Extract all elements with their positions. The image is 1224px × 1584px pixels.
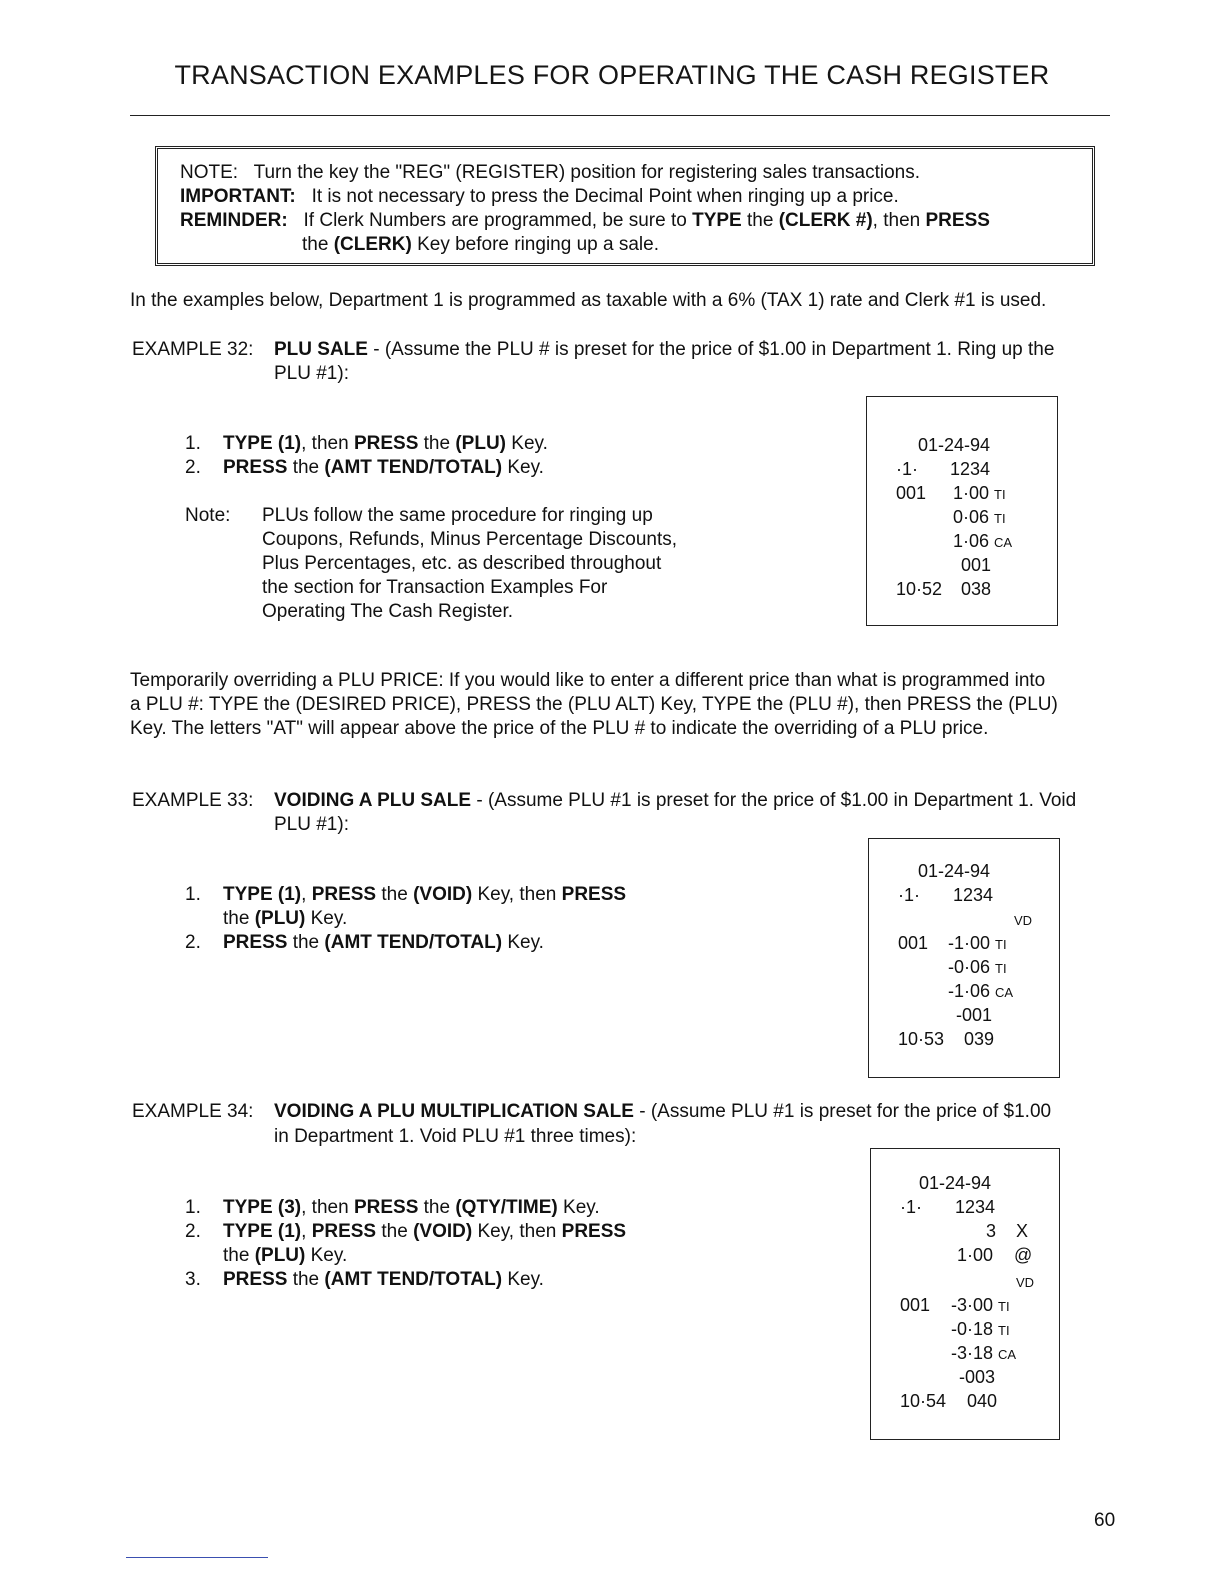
step-part: TYPE (1) [223,433,302,454]
step-part: PRESS [561,1221,627,1242]
step-part: PRESS [223,457,288,478]
step-item [185,907,626,931]
receipt-tax [951,1317,1010,1343]
example-32-label: EXAMPLE 32: [132,339,254,360]
step-number: 2. [185,457,201,478]
intro-paragraph: In the examples below, Department 1 is programmed as taxable with a 6% (TAX 1) rate and Clerk #1 is used. [130,290,1047,311]
note-body [262,504,677,624]
tax-value: 0·06 [953,507,990,527]
receipt-date: 01-24-94 [919,1173,992,1193]
step-part: Key. [502,1269,544,1290]
step-number [185,1244,223,1268]
note-line: Plus Percentages, etc. as described throughout [262,553,662,574]
receipt-amount [953,481,1006,507]
note-line: Coupons, Refunds, Minus Percentage Discounts, [262,529,678,550]
step-part: (VOID) [413,884,473,905]
step-number: 2. [185,932,201,953]
receipt-clerk: ·1· [896,459,918,479]
reminder-text: the [741,210,779,231]
step-part: Key. [557,1197,600,1218]
step-part: the [418,433,456,454]
override-line-1: Temporarily overriding a PLU PRICE: If you would like to enter a different price than what is programmed into [130,670,1046,691]
receipt-code: 1234 [953,885,994,905]
step-part: Key. [502,457,544,478]
total-value: -3·18 [951,1343,994,1363]
receipt-seq: 040 [967,1391,998,1411]
page-number: 60 [1094,1510,1116,1531]
reminder-text: the [302,234,334,255]
example-33-label: EXAMPLE 33: [132,790,254,811]
receipt-seq: 038 [961,579,992,599]
example-32-steps [185,432,548,480]
important-text: It is not necessary to press the Decimal Point when ringing up a price. [311,186,899,207]
receipt-time: 10·53 [898,1029,945,1049]
note-row [180,161,1092,185]
step-part: , [301,884,312,905]
example-32-desc: - (Assume the PLU # is preset for the price of $1.00 in Department 1. Ring up the [367,339,1055,360]
step-part: the [287,932,325,953]
example-32-heading [274,338,1054,362]
note-label: Note: [185,505,231,526]
reminder-text: If Clerk Numbers are programmed, be sure to [303,210,693,231]
receipt-tax [948,955,1007,981]
footer-rule [126,1557,268,1558]
step-item [185,1220,626,1244]
receipt-total [953,529,1012,555]
note-text: Turn the key the "REG" (REGISTER) position for registering sales transactions. [253,162,920,183]
step-part: (AMT TEND/TOTAL) [324,457,503,478]
total-tag: CA [998,1347,1017,1362]
example-34-title: VOIDING A PLU MULTIPLICATION SALE [274,1101,634,1122]
example-32-note [185,504,677,624]
step-part: (AMT TEND/TOTAL) [324,1269,503,1290]
receipt-unit-price: 1·00 [957,1245,994,1265]
step-item [185,1244,626,1268]
amount-tag: TI [998,1299,1010,1314]
step-part: Key, then [472,1221,562,1242]
step-number: 2. [185,1221,201,1242]
step-part: Key. [502,932,544,953]
receipt-example-32 [866,396,1058,626]
step-part: PRESS [223,932,288,953]
step-part: (QTY/TIME) [455,1197,558,1218]
step-item [185,883,626,907]
title-rule [130,115,1110,116]
receipt-clerk: ·1· [900,1197,922,1217]
receipt-example-33 [868,838,1060,1078]
step-part: , [301,1221,312,1242]
step-part: the [287,457,325,478]
example-33-steps [185,883,626,955]
example-34-steps [185,1196,626,1292]
tax-tag: TI [998,1323,1010,1338]
total-value: 1·06 [953,531,990,551]
note-label: NOTE: [180,162,239,183]
step-part: the [376,884,414,905]
receipt-amount [951,1293,1010,1319]
step-part: Key. [506,433,548,454]
step-part: the [418,1197,456,1218]
step-part: the [223,908,255,929]
reminder-label: REMINDER: [180,210,288,231]
page-title: TRANSACTION EXAMPLES FOR OPERATING THE CASH REGISTER [174,60,1050,90]
step-part: (AMT TEND/TOTAL) [324,932,503,953]
reminder-text: Key before ringing up a sale. [411,234,659,255]
step-part: (PLU) [254,908,306,929]
example-34-desc-2: in Department 1. Void PLU #1 three times): [274,1126,637,1147]
receipt-time: 10·54 [900,1391,947,1411]
amount-tag: TI [995,937,1007,952]
receipt-example-34 [870,1148,1060,1440]
receipt-total [948,979,1013,1005]
step-part: PRESS [353,433,419,454]
receipt-count: -003 [959,1367,996,1387]
receipt-qty: 3 [986,1221,997,1241]
reminder-row-2 [180,233,1092,257]
step-item [185,931,626,955]
tax-tag: TI [994,511,1006,526]
step-item [185,1268,626,1292]
step-number: 3. [185,1269,201,1290]
reminder-text: , then [872,210,926,231]
step-number: 1. [185,884,201,905]
step-part: the [376,1221,414,1242]
step-part: Key. [305,1245,348,1266]
step-part: PRESS [353,1197,419,1218]
step-part: PRESS [311,884,377,905]
total-tag: CA [994,535,1013,550]
step-number: 1. [185,433,201,454]
step-part: (PLU) [455,433,507,454]
reminder-press: PRESS [925,210,990,231]
important-row [180,185,1092,209]
note-box [155,146,1095,266]
override-line-3: Key. The letters "AT" will appear above the price of the PLU # to indicate the overriding of a PLU price. [130,718,989,739]
example-33-heading [274,789,1076,813]
receipt-total [951,1341,1016,1367]
receipt-clerk: ·1· [898,885,920,905]
override-line-2: a PLU #: TYPE the (DESIRED PRICE), PRESS the (PLU ALT) Key, TYPE the (PLU #), then PRESS the (PLU) [130,694,1058,715]
reminder-clerk-num: (CLERK #) [778,210,873,231]
step-part: Key. [305,908,348,929]
step-part: TYPE (1) [223,1221,302,1242]
receipt-count: -001 [956,1005,993,1025]
receipt-code: 1234 [950,459,991,479]
step-number [185,907,223,931]
amount-value: 1·00 [953,483,990,503]
step-item [185,456,548,480]
receipt-dept: 001 [900,1295,931,1315]
amount-tag: TI [994,487,1006,502]
example-33-desc-2: PLU #1): [274,814,349,835]
note-line: PLUs follow the same procedure for ringing up [262,505,653,526]
receipt-times-sign: X [1016,1221,1029,1241]
reminder-type: TYPE [692,210,742,231]
reminder-row [180,209,1092,233]
receipt-dept: 001 [898,933,929,953]
step-number: 1. [185,1197,201,1218]
note-line: Operating The Cash Register. [262,601,514,622]
step-part: (VOID) [413,1221,473,1242]
receipt-count: 001 [961,555,992,575]
receipt-date: 01-24-94 [918,435,991,455]
receipt-date: 01-24-94 [918,861,991,881]
step-part: PRESS [311,1221,377,1242]
tax-value: -0·18 [951,1319,994,1339]
reminder-clerk-key: (CLERK) [333,234,412,255]
step-item [185,432,548,456]
step-part: Key, then [472,884,562,905]
example-33-title: VOIDING A PLU SALE [274,790,472,811]
receipt-code: 1234 [955,1197,996,1217]
example-34-label: EXAMPLE 34: [132,1101,254,1122]
example-33-desc: - (Assume PLU #1 is preset for the price of $1.00 in Department 1. Void [471,790,1077,811]
step-part: PRESS [561,884,627,905]
step-part: (PLU) [254,1245,306,1266]
tax-tag: TI [995,961,1007,976]
receipt-time: 10·52 [896,579,943,599]
amount-value: -3·00 [951,1295,994,1315]
step-part: TYPE (3) [223,1197,302,1218]
step-part: TYPE (1) [223,884,302,905]
step-part: , then [301,1197,354,1218]
example-32-desc-2: PLU #1): [274,363,349,384]
total-value: -1·06 [948,981,991,1001]
step-item [185,1196,626,1220]
example-34-heading [274,1100,1051,1124]
note-line: the section for Transaction Examples For [262,577,608,598]
step-part: PRESS [223,1269,288,1290]
step-part: , then [301,433,354,454]
receipt-void-tag: VD [1014,913,1033,928]
step-part: the [287,1269,325,1290]
tax-value: -0·06 [948,957,991,977]
receipt-tax [953,505,1006,531]
receipt-void-tag: VD [1016,1275,1035,1290]
receipt-dept: 001 [896,483,927,503]
example-34-desc: - (Assume PLU #1 is preset for the price of $1.00 [633,1101,1052,1122]
total-tag: CA [995,985,1014,1000]
amount-value: -1·00 [948,933,991,953]
receipt-amount [948,931,1007,957]
example-32-title: PLU SALE [274,339,368,360]
receipt-seq: 039 [964,1029,995,1049]
receipt-at-sign: @ [1014,1245,1033,1265]
important-label: IMPORTANT: [180,186,296,207]
step-part: the [223,1245,255,1266]
